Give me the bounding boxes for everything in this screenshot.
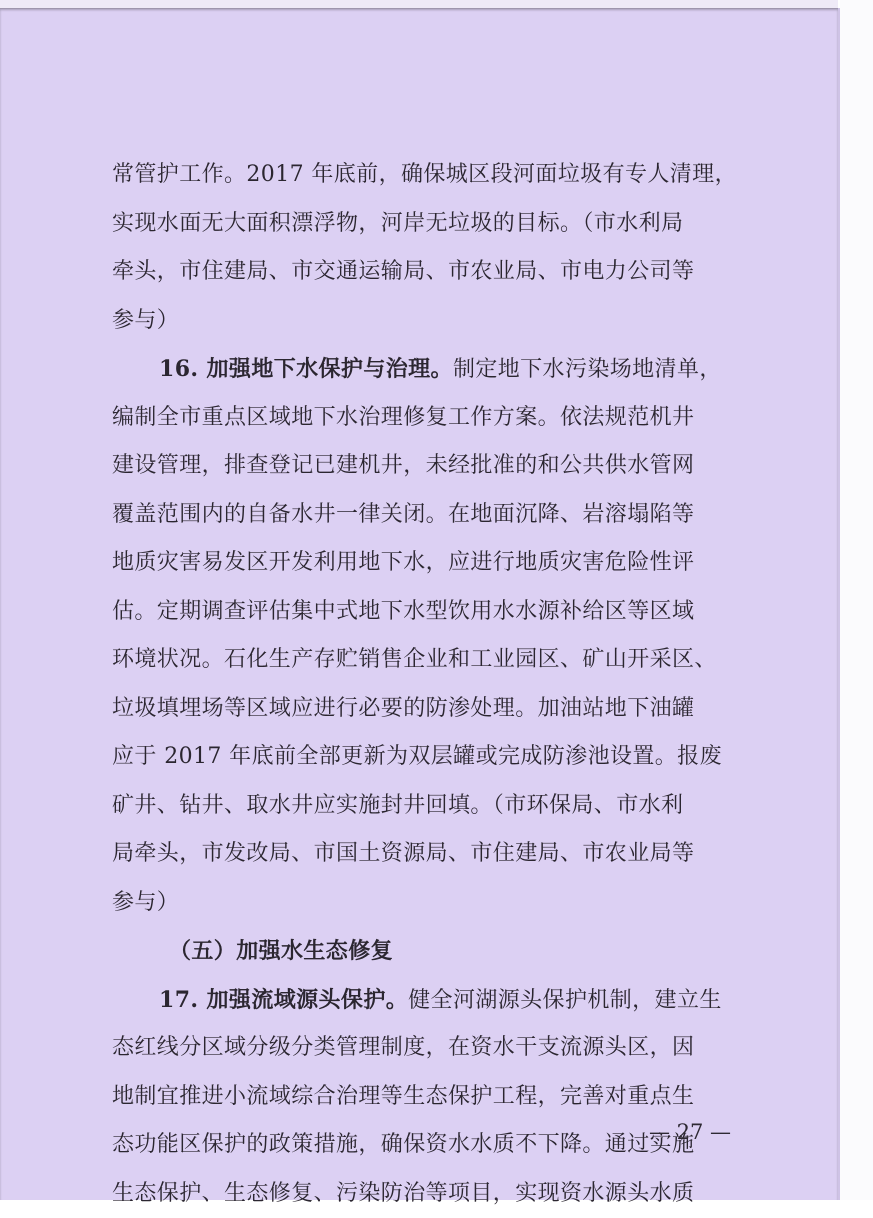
section-16-line-6: 环境状况。石化生产存贮销售企业和工业园区、矿山开采区、	[112, 636, 732, 685]
section-16-first-line-text: 制定地下水污染场地清单，	[453, 357, 722, 382]
section-16-line-10: 局牵头，市发改局、市国土资源局、市住建局、市农业局等	[112, 830, 732, 879]
document-body	[112, 151, 732, 1218]
body-line-3: 牵头，市住建局、市交通运输局、市农业局、市电力公司等	[112, 248, 732, 297]
section-16-line-4: 地质灾害易发区开发利用地下水，应进行地质灾害危险性评	[112, 539, 732, 588]
section-16-first-line	[112, 345, 732, 394]
section-16-line-9: 矿井、钻井、取水井应实施封井回填。（市环保局、市水利	[112, 782, 732, 831]
section-17-line-2: 地制宜推进小流域综合治理等生态保护工程，完善对重点生	[112, 1073, 732, 1122]
section-16-line-7: 垃圾填埋场等区域应进行必要的防渗处理。加油站地下油罐	[112, 685, 732, 734]
section-16-line-5: 估。定期调查评估集中式地下水型饮用水水源补给区等区域	[112, 588, 732, 637]
section-heading-five: （五）加强水生态修复	[112, 927, 732, 976]
paper-top-edge	[0, 0, 838, 9]
section-17-first-line	[112, 976, 732, 1025]
section-17-first-line-text: 健全河湖源头保护机制，建立生	[408, 988, 722, 1013]
section-17-line-1: 态红线分区域分级分类管理制度，在资水干支流源头区，因	[112, 1024, 732, 1073]
section-16-line-3: 覆盖范围内的自备水井一律关闭。在地面沉降、岩溶塌陷等	[112, 491, 732, 540]
section-16-title: 16. 加强地下水保护与治理。	[159, 356, 453, 382]
body-line-2: 实现水面无大面积漂浮物，河岸无垃圾的目标。（市水利局	[112, 200, 732, 249]
body-line-4: 参与）	[112, 297, 732, 346]
body-line-1: 常管护工作。2017 年底前，确保城区段河面垃圾有专人清理，	[112, 151, 732, 200]
section-16-line-11: 参与）	[112, 879, 732, 928]
scan-right-margin	[840, 0, 873, 1200]
section-17-line-4: 生态保护、生态修复、污染防治等项目，实现资水源头水质	[112, 1170, 732, 1218]
section-16-line-2: 建设管理，排查登记已建机井，未经批准的和公共供水管网	[112, 442, 732, 491]
section-17-line-3: 态功能区保护的政策措施，确保资水水质不下降。通过实施	[112, 1121, 732, 1170]
section-16-line-1: 编制全市重点区域地下水治理修复工作方案。依法规范机井	[112, 394, 732, 443]
page-number: — 27 —	[640, 1116, 740, 1148]
section-17-title: 17. 加强流域源头保护。	[159, 987, 408, 1013]
section-16-line-8: 应于 2017 年底前全部更新为双层罐或完成防渗池设置。报废	[112, 733, 732, 782]
